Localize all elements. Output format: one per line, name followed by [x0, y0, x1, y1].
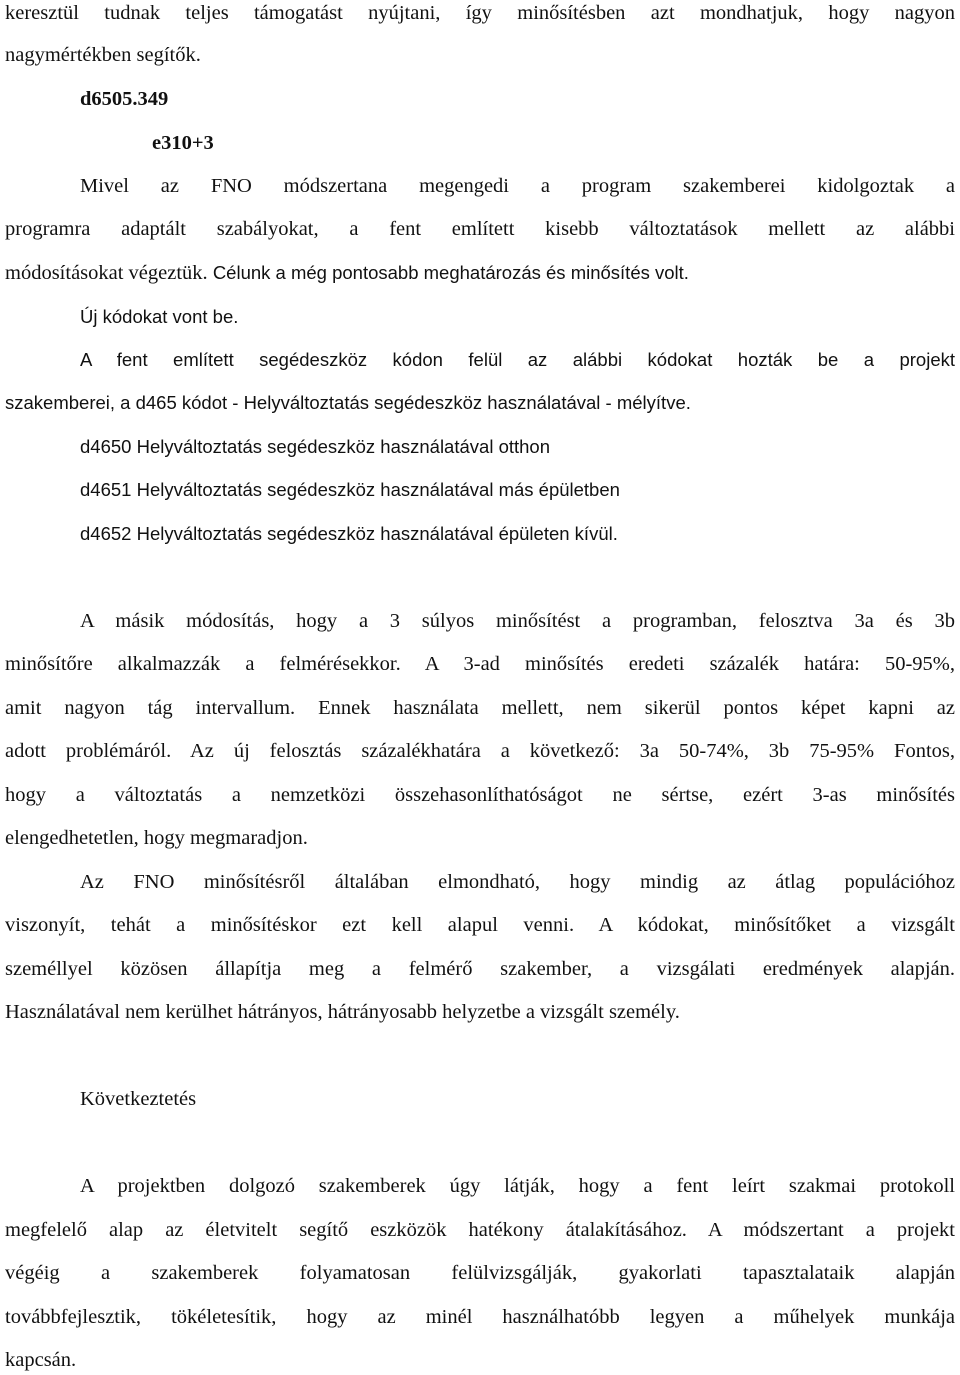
modifications-line-5: A fent említett segédeszköz kódon felül az alábbi kódokat hozták be a projekt: [80, 349, 955, 370]
conclusion-line-4: továbbfejlesztik, tökéletesítik, hogy az minél használhatóbb legyen a műhelyek munkája: [5, 1306, 955, 1328]
conclusion-line-1: A projektben dolgozó szakemberek úgy látják, hogy a fent leírt szakmai protokoll: [80, 1175, 955, 1197]
code-d4651: d4651 Helyváltoztatás segédeszköz használatával más épületben: [80, 479, 620, 500]
code-d4650: d4650 Helyváltoztatás segédeszköz használatával otthon: [80, 436, 550, 457]
modifications-line-3-serif: módosításokat végeztük.: [5, 262, 208, 284]
modifications-line-4: Új kódokat vont be.: [80, 306, 239, 327]
code-e310: e310+3: [152, 132, 214, 154]
conclusion-line-2: megfelelő alap az életvitelt segítő eszközök hatékony átalakításához. A módszertant a projekt: [5, 1219, 955, 1241]
modifications-line-3-sans: Célunk a még pontosabb meghatározás és minősítés volt.: [212, 262, 689, 283]
modifications-line-1: Mivel az FNO módszertana megengedi a program szakemberei kidolgoztak a: [80, 175, 955, 197]
code-d4652: d4652 Helyváltoztatás segédeszköz használatával épületen kívül.: [80, 523, 618, 544]
fno-line-1: Az FNO minősítésről általában elmondható, hogy mindig az átlag populációhoz: [80, 871, 955, 893]
fno-line-2: viszonyít, tehát a minősítéskor ezt kell alapul venni. A kódokat, minősítőket a vizsgált: [5, 914, 955, 936]
modifications-line-3: [5, 261, 689, 285]
intro-line-2: nagymértékben segítők.: [5, 44, 201, 66]
conclusion-line-3: végéig a szakemberek folyamatosan felülvizsgálják, gyakorlati tapasztalataik alapján: [5, 1262, 955, 1284]
modifications-line-6: szakemberei, a d465 kódot - Helyváltoztatás segédeszköz használatával - mélyítve.: [5, 392, 691, 413]
conclusion-heading: Következtetés: [80, 1088, 197, 1110]
rating-line-6: elengedhetetlen, hogy megmaradjon.: [5, 827, 308, 849]
rating-line-5: hogy a változtatás a nemzetközi összehasonlíthatóságot ne sértse, ezért 3-as minősítés: [5, 784, 955, 806]
rating-line-4: adott problémáról. Az új felosztás százalékhatára a következő: 3a 50-74%, 3b 75-95% Fontos,: [5, 740, 955, 762]
modifications-line-2: programra adaptált szabályokat, a fent említett kisebb változtatások mellett az alábbi: [5, 218, 955, 240]
rating-line-3: amit nagyon tág intervallum. Ennek használata mellett, nem sikerül pontos képet kapni az: [5, 697, 955, 719]
intro-line-1: keresztül tudnak teljes támogatást nyújtani, így minősítésben azt mondhatjuk, hogy nagyon: [5, 2, 955, 24]
fno-line-3: személlyel közösen állapítja meg a felmérő szakember, a vizsgálati eredmények alapján.: [5, 958, 955, 980]
rating-line-1: A másik módosítás, hogy a 3 súlyos minősítést a programban, felosztva 3a és 3b: [80, 610, 955, 632]
conclusion-line-5: kapcsán.: [5, 1349, 77, 1371]
code-d6505: d6505.349: [80, 88, 169, 110]
rating-line-2: minősítőre alkalmazzák a felmérésekkor. A 3-ad minősítés eredeti százalék határa: 50-95%,: [5, 653, 955, 675]
fno-line-4: Használatával nem kerülhet hátrányos, hátrányosabb helyzetbe a vizsgált személy.: [5, 1001, 680, 1023]
